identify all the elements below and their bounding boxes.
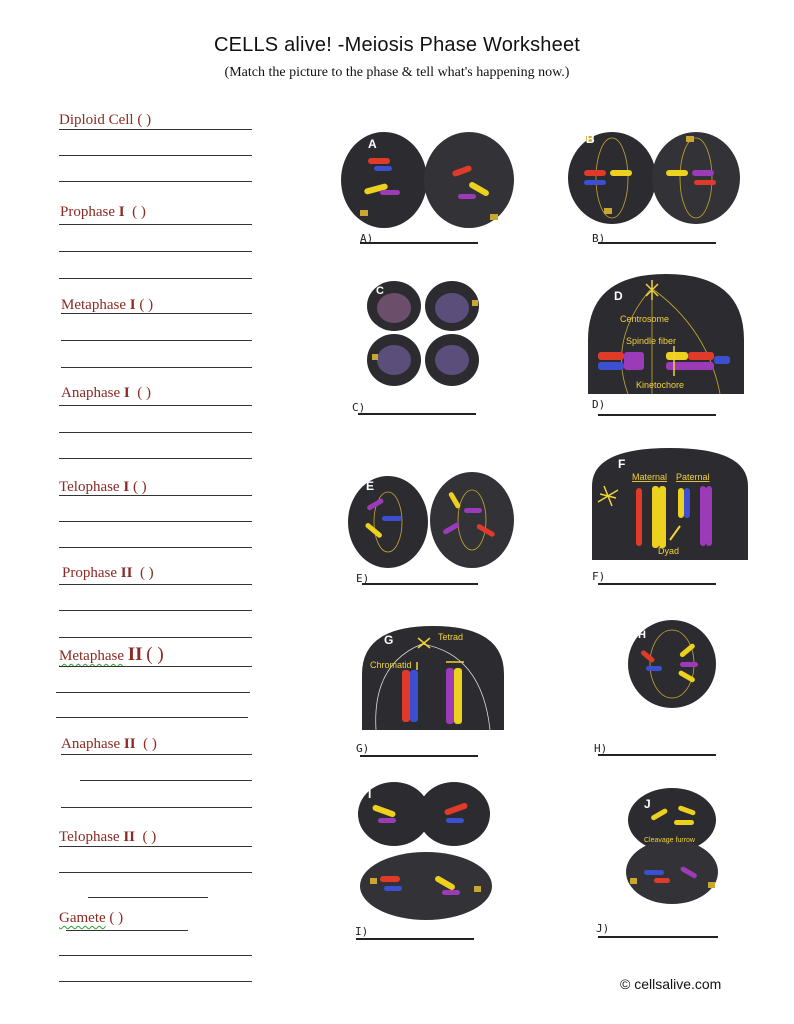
writing-line[interactable] (80, 780, 252, 781)
phase-label-anaphase-2: Anaphase II ( ) (61, 736, 157, 752)
writing-line[interactable] (61, 807, 252, 808)
figure-d-image (588, 270, 744, 394)
worksheet-title: CELLS alive! -Meiosis Phase Worksheet (213, 34, 581, 56)
figure-a-image (340, 128, 518, 232)
figure-g-image (362, 624, 504, 730)
copyright-footer: © cellsalive.com (620, 976, 722, 992)
figure-f-image (592, 446, 748, 560)
figure-h-caption: H) (594, 742, 608, 755)
writing-line[interactable] (59, 155, 252, 156)
figure-d-caption: D) (592, 398, 606, 411)
figure-i-letter: I (368, 787, 372, 801)
writing-line[interactable] (56, 692, 250, 693)
figure-a-caption: A) (360, 232, 374, 245)
figure-j-image (624, 786, 720, 906)
writing-line[interactable] (59, 495, 252, 496)
figure-d-kinetochore-label: Kinetochore (636, 380, 685, 390)
figure-d-letter: D (614, 289, 623, 303)
writing-line[interactable] (59, 872, 252, 873)
writing-line[interactable] (59, 846, 252, 847)
writing-line[interactable] (59, 981, 252, 982)
writing-line[interactable] (88, 897, 208, 898)
writing-line[interactable] (59, 405, 252, 406)
figure-c-caption: C) (352, 401, 366, 414)
figure-e-caption: E) (356, 572, 370, 585)
figure-g-answer-line[interactable] (360, 755, 478, 757)
phase-label-diploid-cell: Diploid Cell ( ) (59, 112, 152, 128)
figure-e-answer-line[interactable] (362, 583, 478, 585)
writing-line[interactable] (59, 129, 252, 130)
phase-label-metaphase-2: Metaphase II ( ) (59, 644, 164, 665)
phase-label-telophase-2: Telophase II ( ) (59, 829, 157, 845)
figure-b-caption: B) (592, 232, 606, 245)
writing-line[interactable] (61, 313, 252, 314)
writing-line[interactable] (61, 340, 252, 341)
figure-f-maternal-label: Maternal (632, 472, 668, 482)
writing-line[interactable] (59, 584, 252, 585)
figure-h-answer-line[interactable] (598, 754, 716, 756)
figure-j-caption: J) (596, 922, 610, 935)
writing-line[interactable] (61, 754, 252, 755)
writing-line[interactable] (59, 955, 252, 956)
figure-d-spindle-label: Spindle fiber (626, 336, 677, 346)
writing-line[interactable] (66, 930, 188, 931)
figure-g-caption: G) (356, 742, 370, 755)
writing-line[interactable] (59, 432, 252, 433)
figure-g-letter: G (384, 633, 394, 647)
phase-label-metaphase-1: Metaphase I ( ) (61, 297, 154, 313)
figure-c-letter: C (376, 285, 384, 297)
figure-j-answer-line[interactable] (598, 936, 718, 938)
worksheet-subtitle: (Match the picture to the phase & tell what's happening now.) (224, 65, 570, 80)
writing-line[interactable] (59, 547, 252, 548)
phase-label-anaphase-1: Anaphase I ( ) (61, 385, 151, 401)
writing-line[interactable] (59, 251, 252, 252)
writing-line[interactable] (56, 717, 248, 718)
writing-line[interactable] (59, 637, 252, 638)
figure-f-answer-line[interactable] (598, 583, 716, 585)
phase-label-telophase-1: Telophase I ( ) (59, 479, 147, 495)
figure-b-answer-line[interactable] (598, 242, 716, 244)
figure-i-image (356, 780, 496, 922)
figure-b-letter: B (586, 132, 595, 146)
writing-line[interactable] (59, 610, 252, 611)
figure-j-cleavage-label: Cleavage furrow (644, 837, 695, 844)
figure-d-answer-line[interactable] (598, 414, 716, 416)
figure-a-letter: A (368, 137, 377, 151)
figure-e-letter: E (366, 479, 375, 493)
figure-h-letter: H (638, 629, 646, 641)
figure-a-answer-line[interactable] (360, 242, 478, 244)
figure-d-centrosome-label: Centrosome (620, 314, 670, 324)
writing-line[interactable] (61, 367, 252, 368)
figure-i-answer-line[interactable] (356, 938, 474, 940)
figure-h-image (626, 618, 718, 710)
writing-line[interactable] (59, 278, 252, 279)
writing-line[interactable] (59, 181, 252, 182)
figure-f-caption: F) (592, 570, 606, 583)
figure-f-paternal-label: Paternal (676, 472, 710, 482)
writing-line[interactable] (59, 666, 252, 667)
phase-label-prophase-1: Prophase I ( ) (60, 204, 146, 220)
phase-label-prophase-2: Prophase II ( ) (62, 565, 154, 581)
figure-c-answer-line[interactable] (358, 413, 476, 415)
figure-c-image (364, 278, 482, 390)
writing-line[interactable] (59, 521, 252, 522)
writing-line[interactable] (59, 224, 252, 225)
figure-f-letter: F (618, 457, 626, 471)
figure-f-dyad-label: Dyad (658, 546, 680, 556)
figure-i-caption: I) (355, 925, 369, 938)
figure-g-tetrad-label: Tetrad (438, 632, 464, 642)
figure-b-image (566, 128, 744, 228)
figure-e-image (346, 468, 516, 572)
phase-label-gamete: Gamete ( ) (59, 910, 124, 926)
writing-line[interactable] (59, 458, 252, 459)
figure-j-letter: J (644, 797, 651, 811)
figure-g-chromatid-label: Chromatid (370, 660, 412, 670)
